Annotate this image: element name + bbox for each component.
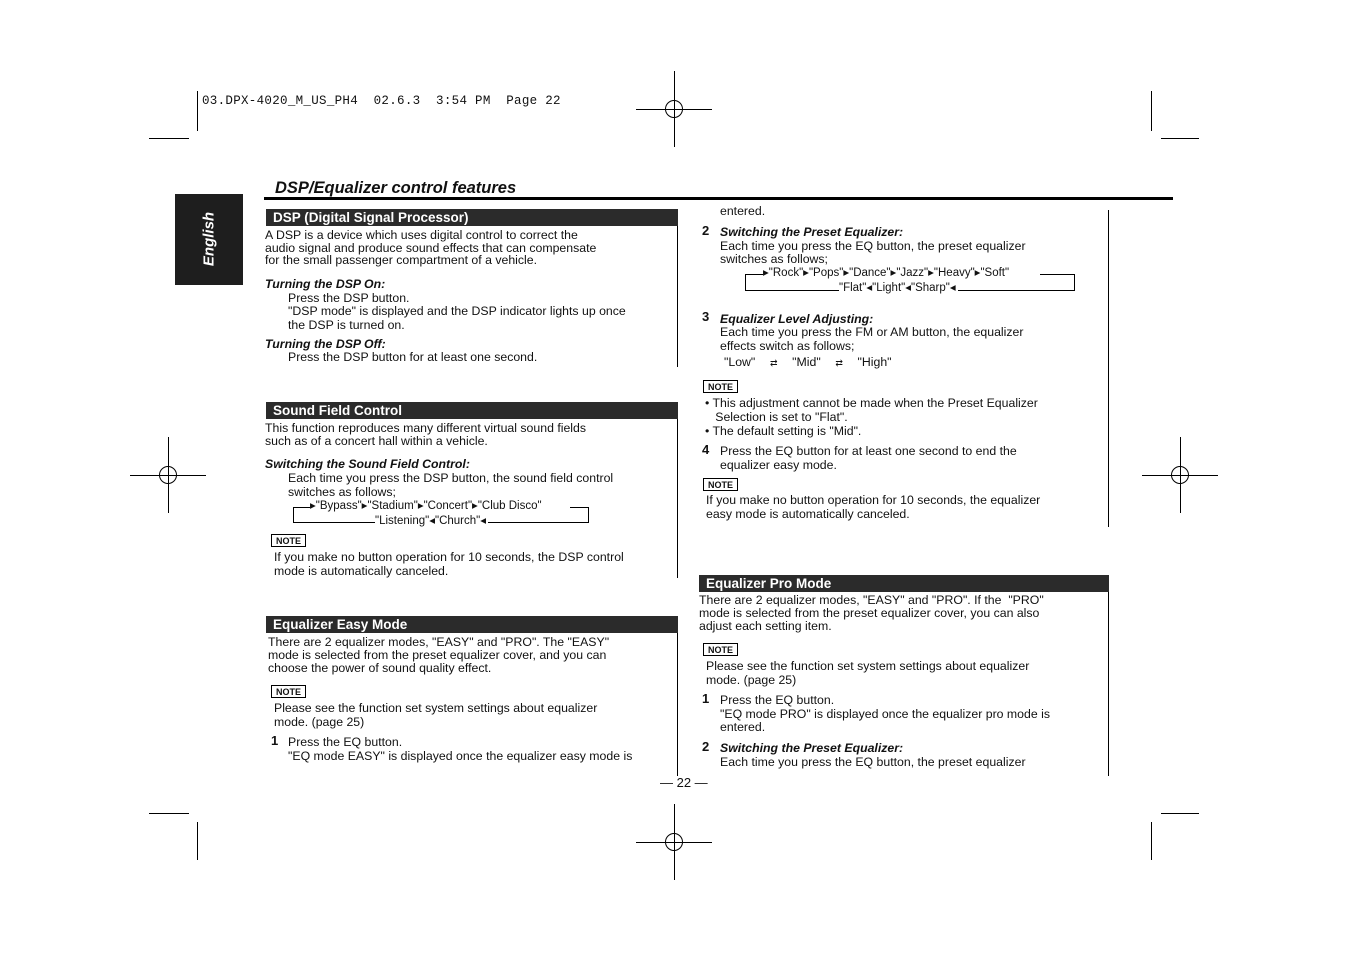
note-text: mode is automatically canceled. [274, 564, 449, 578]
crop-mark [149, 138, 189, 139]
crop-mark [1161, 813, 1199, 814]
step-text: Press the EQ button. [288, 735, 403, 749]
flow-arrow-left-icon: ◂ [480, 515, 487, 527]
dsp-off-text: Press the DSP button for at least one second. [288, 350, 538, 364]
eq-sharp: "Sharp" [911, 282, 950, 294]
column-divider [677, 210, 678, 367]
step-title: Switching the Preset Equalizer: [720, 225, 904, 239]
sound-field-flow-bottom [375, 515, 488, 528]
dsp-on-text: the DSP is turned on. [288, 318, 405, 332]
language-tab [175, 194, 243, 285]
dsp-on-text: Press the DSP button. [288, 291, 410, 305]
column-divider [677, 616, 678, 776]
step-text: Press the EQ button for at least one second to end the [720, 444, 1017, 458]
note-text: mode. (page 25) [706, 673, 797, 687]
dsp-off-title: Turning the DSP Off: [265, 337, 386, 351]
note-bullet: • This adjustment cannot be made when the Preset Equalizer [705, 396, 1038, 410]
eq-easy-intro: mode is selected from the preset equalizer cover, and you can [268, 648, 607, 662]
note-text: Please see the function set system settings about equalizer [706, 659, 1030, 673]
sound-field-flow-top [310, 500, 542, 513]
mode-concert: "Concert" [423, 500, 473, 512]
flow-arrow-left-icon: ◂ [429, 515, 435, 527]
eq-jazz: "Jazz" [896, 267, 929, 279]
note-bullet: Selection is set to "Flat". [705, 410, 848, 424]
dsp-intro-line: audio signal and produce sound effects that can compensate [265, 241, 597, 255]
cycle-arrows-icon: ⇄ [835, 358, 843, 368]
level-mid: "Mid" [792, 355, 821, 369]
note-badge: NOTE [271, 685, 306, 698]
eq-flow-bottom [839, 282, 958, 295]
step-text: effects switch as follows; [720, 339, 855, 353]
flow-arrow-icon: ▸ [361, 500, 368, 512]
step-text: Each time you press the EQ button, the preset equalizer [720, 239, 1026, 253]
section-heading-eq-easy: Equalizer Easy Mode [266, 616, 678, 633]
column-divider [1108, 210, 1109, 527]
step-number: 1 [702, 691, 710, 706]
step-number: 1 [271, 733, 279, 748]
sound-field-switch-text: switches as follows; [288, 485, 396, 499]
flow-arrow-icon: ▸ [417, 500, 424, 512]
mode-church: "Church" [434, 515, 481, 527]
step-title: Equalizer Level Adjusting: [720, 312, 874, 326]
eq-pro-intro: There are 2 equalizer modes, "EASY" and "PRO". If the "PRO" [699, 593, 1044, 607]
step-text: entered. [720, 720, 766, 734]
registration-mark-icon [130, 437, 206, 513]
note-text: Please see the function set system settings about equalizer [274, 701, 598, 715]
registration-mark-icon [1142, 437, 1218, 513]
page-number: — 22 — [660, 775, 708, 790]
flow-arrow-left-icon: ◂ [905, 282, 912, 294]
eq-rock: "Rock" [768, 267, 804, 279]
flow-arrow-left-icon: ◂ [949, 282, 956, 294]
level-high: "High" [857, 355, 892, 369]
note-badge: NOTE [703, 643, 738, 656]
step-text: Each time you press the FM or AM button, the equalizer [720, 325, 1024, 339]
eq-flat: "Flat" [839, 282, 867, 294]
crop-mark [1151, 91, 1152, 131]
crop-mark [149, 813, 189, 814]
language-tab-label: English [200, 211, 218, 267]
step-text: Press the EQ button. [720, 693, 835, 707]
page-title: DSP/Equalizer control features [275, 179, 517, 197]
note-text: mode. (page 25) [274, 715, 365, 729]
eq-easy-intro: There are 2 equalizer modes, "EASY" and "PRO". The "EASY" [268, 635, 610, 649]
note-text: If you make no button operation for 10 seconds, the DSP control [274, 550, 624, 564]
flow-arrow-icon: ▸ [472, 500, 478, 512]
column-divider [677, 402, 678, 578]
eq-flow-top [763, 267, 1011, 280]
eq-pro-intro: adjust each setting item. [699, 619, 832, 633]
step-text: "EQ mode EASY" is displayed once the equalizer easy mode is [288, 749, 633, 763]
eq-pro-intro: mode is selected from the preset equalizer cover, you can also [699, 606, 1040, 620]
flow-arrow-icon: ▸ [803, 267, 809, 279]
note-badge: NOTE [271, 534, 306, 547]
step-number: 4 [702, 442, 710, 457]
flow-arrow-icon: ▸ [843, 267, 850, 279]
note-badge: NOTE [703, 380, 738, 393]
step-text: "EQ mode PRO" is displayed once the equalizer pro mode is [720, 707, 1050, 721]
level-cycle [724, 356, 892, 370]
cycle-arrows-icon: ⇄ [769, 358, 778, 368]
crop-mark [1161, 138, 1199, 139]
step-number: 3 [702, 309, 710, 324]
eq-dance: "Dance" [849, 267, 891, 279]
note-text: If you make no button operation for 10 seconds, the equalizer [706, 493, 1041, 507]
flow-arrow-icon: ▸ [928, 267, 934, 279]
dsp-on-text: "DSP mode" is displayed and the DSP indicator lights up once [288, 304, 626, 318]
dsp-on-title: Turning the DSP On: [265, 277, 386, 291]
mode-listening: "Listening" [375, 515, 430, 527]
eq-soft: "Soft" [980, 267, 1010, 279]
registration-mark-icon [636, 804, 712, 880]
mode-bypass: "Bypass" [315, 500, 362, 512]
eq-easy-intro: choose the power of sound quality effect. [268, 661, 492, 675]
step-number: 2 [702, 223, 710, 238]
flow-arrow-icon: ▸ [310, 500, 316, 512]
step-title: Switching the Preset Equalizer: [720, 741, 904, 755]
section-heading-eq-pro: Equalizer Pro Mode [699, 575, 1109, 592]
note-bullet: • The default setting is "Mid". [705, 424, 862, 438]
mode-club-disco: "Club Disco" [477, 500, 542, 512]
flow-loop-line [1040, 274, 1075, 275]
step-text: Each time you press the EQ button, the preset equalizer [720, 755, 1026, 769]
eq-pops: "Pops" [808, 267, 844, 279]
print-header: 03.DPX-4020_M_US_PH4 02.6.3 3:54 PM Page 22 [202, 94, 561, 108]
sound-field-intro: This function reproduces many different virtual sound fields [265, 421, 587, 435]
eq-heavy: "Heavy" [933, 267, 975, 279]
sound-field-intro: such as of a concert hall within a vehicle. [265, 434, 488, 448]
flow-arrow-left-icon: ◂ [866, 282, 873, 294]
note-badge: NOTE [703, 478, 738, 491]
crop-mark [197, 822, 198, 860]
flow-loop-line [745, 274, 765, 275]
level-low: "Low" [724, 355, 756, 369]
section-heading-dsp: DSP (Digital Signal Processor) [266, 209, 678, 226]
note-text: easy mode is automatically canceled. [706, 507, 910, 521]
step-text: switches as follows; [720, 252, 828, 266]
continued-text: entered. [720, 204, 766, 218]
dsp-intro-line: A DSP is a device which uses digital control to correct the [265, 228, 578, 242]
flow-arrow-icon: ▸ [763, 267, 769, 279]
crop-mark [1151, 822, 1152, 860]
mode-stadium: "Stadium" [367, 500, 418, 512]
sound-field-switch-text: Each time you press the DSP button, the sound field control [288, 471, 614, 485]
flow-arrow-icon: ▸ [890, 267, 897, 279]
flow-arrow-icon: ▸ [974, 267, 981, 279]
flow-loop-line [570, 507, 589, 508]
column-divider [1108, 575, 1109, 776]
section-heading-sound-field: Sound Field Control [266, 402, 678, 419]
title-rule [264, 197, 1173, 200]
registration-mark-icon [636, 71, 712, 147]
dsp-intro-line: for the small passenger compartment of a vehicle. [265, 253, 538, 267]
sound-field-switch-title: Switching the Sound Field Control: [265, 457, 470, 471]
step-number: 2 [702, 739, 710, 754]
step-text: equalizer easy mode. [720, 458, 837, 472]
eq-light: "Light" [872, 282, 906, 294]
crop-mark [197, 91, 198, 131]
